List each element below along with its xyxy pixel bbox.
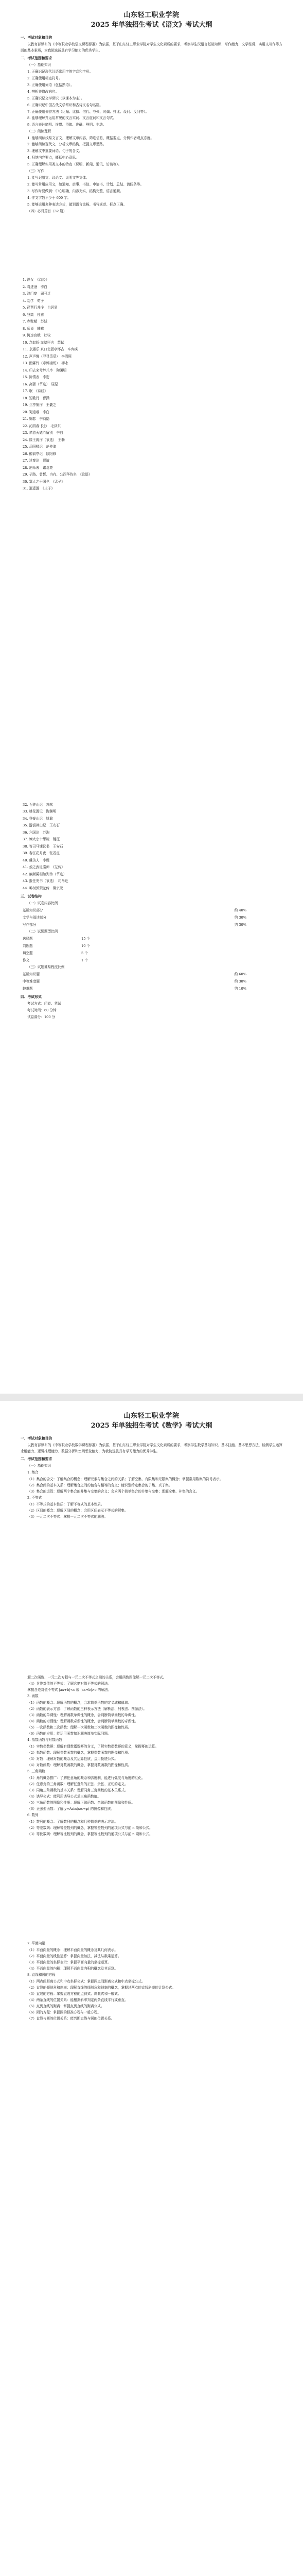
table-cell: 较难题 bbox=[23, 987, 33, 991]
list-item: 试卷满分：100 分 bbox=[27, 1015, 56, 1019]
list-item: 8. 能够理解并运用常见的文言实词、文言虚词和文言句式。 bbox=[27, 116, 117, 120]
table-cell: 约 60% bbox=[234, 972, 246, 976]
table-row bbox=[21, 985, 282, 992]
paragraph: 掌握含绝对值不等式 |ax+b|<c 或 |ax+b|>c 的解法。 bbox=[27, 1688, 111, 1692]
list-item: 5. 正确识记文学常识（以课本为主）。 bbox=[27, 96, 84, 100]
table-cell: 10 个 bbox=[81, 944, 91, 948]
table-row bbox=[21, 942, 282, 950]
table-row bbox=[21, 971, 282, 978]
list-item: （4）对数函数：理解对数函数的概念，掌握对数函数的图像和性质。 bbox=[27, 1763, 132, 1767]
list-item: 27. 过秦论 贾谊 bbox=[23, 459, 50, 463]
list-item: 10. 念奴娇·赤壁怀古 苏轼 bbox=[23, 340, 64, 345]
table-cell: 约 30% bbox=[234, 916, 246, 920]
list-item: 4. 劝学 荀子 bbox=[23, 298, 44, 303]
list-item: 12. 声声慢（寻寻觅觅） 李清照 bbox=[23, 354, 72, 359]
subsection-heading: （三）写作 bbox=[27, 169, 44, 173]
list-item: 14. 归去来兮辞并序 陶渊明 bbox=[23, 368, 67, 372]
table-cell: 5 个 bbox=[81, 951, 88, 955]
list-item: 3. 写作时要做到：中心明确，内容充实，结构完整，语言通顺。 bbox=[27, 189, 123, 193]
table-cell: 写作部分 bbox=[23, 923, 37, 927]
list-item: 42. 廉颇蔺相如列传（节选） bbox=[23, 872, 67, 876]
list-item: （3）函数的单调性：理解函数单调性的概念，会判断简单函数的单调性。 bbox=[27, 1713, 138, 1717]
list-item: 3. 正确使用词语（包括熟语）。 bbox=[27, 83, 74, 87]
list-item: （2）等差数列：理解等差数列的概念，掌握等差数列的通项公式与前 n 项和公式。 bbox=[27, 1826, 153, 1830]
list-item: 43. 报任安书（节选） 司马迁 bbox=[23, 879, 68, 883]
list-item: 38. 答司马谏议书 王安石 bbox=[23, 844, 63, 849]
list-item: 30. 寡人之于国也 《孟子》 bbox=[23, 479, 65, 484]
table-row bbox=[21, 950, 282, 957]
list-item: 11. 永遇乐·京口北固亭怀古 辛弃疾 bbox=[23, 347, 78, 351]
list-item: （1）两点间距离公式和中点坐标公式：掌握两点间距离公式和中点坐标公式。 bbox=[27, 1979, 145, 1984]
list-item: 4. 作文字数不少于 600 字。 bbox=[27, 196, 71, 200]
list-item: 36. 六国论 苏洵 bbox=[23, 830, 50, 835]
paragraph: 解二次函数、一元二次方程与一元二次不等式之间的关系，会用函数图像解一元二次不等式。 bbox=[27, 1675, 167, 1680]
list-item: 1. 正确识记现代汉语常用字的字音和字形。 bbox=[27, 70, 93, 74]
table-cell: 约 30% bbox=[234, 979, 246, 984]
list-item: 3. 理解文中重要词语、句子的含义。 bbox=[27, 149, 83, 153]
table-cell: 作文 bbox=[23, 958, 30, 962]
list-item: 41. 烛之武退秦师 《左传》 bbox=[23, 865, 65, 869]
list-item: 13. 雨霖铃（寒蝉凄切） 柳永 bbox=[23, 361, 68, 365]
page-title: 山东轻工职业学院 bbox=[123, 1412, 180, 1420]
list-item: 2. 正确使用标点符号。 bbox=[27, 76, 62, 80]
table-cell: 约 40% bbox=[234, 908, 246, 912]
list-item: （5）点到直线的距离：掌握点到直线的距离公式。 bbox=[27, 2004, 104, 2008]
list-item: 3. 鸿门宴 司马迁 bbox=[23, 292, 51, 296]
list-item: （6）函数的应用：能运用函数知识解决简单实际问题。 bbox=[27, 1732, 111, 1736]
list-item: 31. 逍遥游 《庄子》 bbox=[23, 486, 55, 490]
list-item: 4. 归纳内容要点，概括中心意思。 bbox=[27, 156, 79, 160]
page-title: 山东轻工职业学院 bbox=[123, 11, 180, 19]
list-item: 32. 石钟山记 苏轼 bbox=[23, 802, 53, 807]
list-item: 5. 正确理解实用类文本的特点（说明、新闻、通讯、访谈等）。 bbox=[27, 162, 122, 166]
subsection-heading: （一）基础知识 bbox=[27, 63, 51, 67]
table-row bbox=[21, 907, 282, 914]
table-cell: 15 个 bbox=[81, 937, 91, 941]
topic-heading: 3. 函数 bbox=[27, 1694, 39, 1698]
list-item: 40. 虞美人 李煜 bbox=[23, 858, 50, 862]
list-item: 6. 登高 杜甫 bbox=[23, 312, 44, 317]
table-cell: 基础知识部分 bbox=[23, 908, 43, 912]
list-item: 2. 能够阅读现代文，分析文章结构，把握文章思路。 bbox=[27, 142, 106, 146]
list-item: （3）集合的运算：理解两个集合的并集与交集的含义；会求两个简单集合的并集与交集；理解全集、补集的含义。 bbox=[27, 1489, 200, 1494]
list-item: （5）三角函数的图像和性质：理解正弦函数、余弦函数的图像和性质。 bbox=[27, 1801, 135, 1805]
list-item: （4）诱导公式：能利用诱导公式求三角函数值。 bbox=[27, 1794, 101, 1799]
list-item: （3）直线的方程：掌握直线方程的点斜式、斜截式和一般式。 bbox=[27, 1992, 121, 1996]
list-item: （4）函数的奇偶性：理解函数奇偶性的概念，会判断简单函数的奇偶性。 bbox=[27, 1719, 138, 1723]
list-item: （5）一次函数和二次函数：理解一次函数和二次函数的图像和性质。 bbox=[27, 1725, 132, 1730]
topic-heading: 2. 不等式 bbox=[27, 1496, 42, 1500]
table-row bbox=[21, 921, 282, 928]
topic-heading: 7. 平面向量 bbox=[27, 1941, 45, 1945]
topic-heading: 1. 集合 bbox=[27, 1470, 39, 1475]
table-cell: 约 30% bbox=[234, 923, 246, 927]
list-item: （3）对数：理解对数的概念及其运算性质，会用换底公式。 bbox=[27, 1757, 118, 1761]
list-item: 25. 岳阳楼记 范仲淹 bbox=[23, 445, 57, 449]
list-item: 19. 兰亭集序 王羲之 bbox=[23, 403, 57, 407]
list-item: 考试方式：闭卷、笔试 bbox=[27, 1002, 61, 1006]
list-item: （4）含绝对值的不等式：了解含绝对值不等式的解法。 bbox=[27, 1682, 111, 1686]
list-item: 8. 师说 韩愈 bbox=[23, 326, 44, 331]
list-item: 7. 赤壁赋 苏轼 bbox=[23, 319, 47, 324]
section-heading: 三、试卷结构 bbox=[21, 894, 42, 899]
subsection-heading: （四）必背篇目（32 篇） bbox=[27, 209, 67, 213]
list-item: 23. 梦游天姥吟留别 李白 bbox=[23, 431, 63, 435]
table-cell: 判断题 bbox=[23, 944, 33, 948]
list-item: 24. 滕王阁序（节选） 王勃 bbox=[23, 437, 65, 442]
table-cell: 约 10% bbox=[234, 987, 246, 991]
paragraph: 以教育部颁布的《中等职业学校语文课程标准》为依据，基于山东轻工职业学院对学生文化素质的要求，考察学生汉语言基础知识、写作能力、文学鉴赏、实用文写作等方面的基本素质，为我院选拔具有学习能力的优秀学生。 bbox=[21, 42, 282, 53]
list-item: 1. 能够阅读浅易文言文，理解文章内容，筛选信息，概括要点，分析作者观点态度。 bbox=[27, 136, 154, 140]
list-item: 39. 春江花月夜 张若虚 bbox=[23, 851, 60, 855]
page-subtitle: 2025 年单独招生考试《数学》考试大纲 bbox=[91, 1422, 212, 1430]
list-item: 2. 能写常用应用文，如通知、启事、书信、申请书、计划、总结、请假条等。 bbox=[27, 182, 144, 187]
list-item: （2）平面向量的线性运算：掌握向量加法、减法与数乘运算。 bbox=[27, 1954, 121, 1958]
table-cell: 选择题 bbox=[23, 937, 33, 941]
list-item: 1. 能写记叙文、议论文、说明文等文体。 bbox=[27, 176, 90, 180]
page-divider bbox=[0, 1394, 303, 1401]
list-item: （1）实数指数幂：理解有理数指数幂的含义，了解实数指数幂的意义，掌握幂的运算。 bbox=[27, 1744, 158, 1749]
list-item: （2）直线的倾斜角和斜率：理解直线的倾斜角和斜率的概念，掌握过两点的直线斜率的计算公式。 bbox=[27, 1986, 175, 1990]
section-heading: 二、考试范围和要求 bbox=[21, 1457, 52, 1461]
list-item: 5. 能够运用多种表达方式，做到语言流畅、书写规范、标点正确。 bbox=[27, 202, 127, 207]
page-subtitle: 2025 年单独招生考试《语文》考试大纲 bbox=[91, 21, 212, 29]
list-item: 9. 语言表达简明、连贯、得体、准确、鲜明、生动。 bbox=[27, 123, 106, 127]
list-item: 28. 出师表 诸葛亮 bbox=[23, 465, 53, 470]
list-item: 6. 正确识记中国古代文学常识和古诗文名句名篇。 bbox=[27, 103, 103, 107]
list-item: （2）函数的表示方法：了解函数的三种表示方法（解析法、列表法、图像法）。 bbox=[27, 1707, 147, 1711]
list-item: （1）平面向量的概念：理解平面向量的概念及其几何表示。 bbox=[27, 1948, 118, 1952]
list-item: （1）数列的概念：了解数列的概念和几种简单的表示方法。 bbox=[27, 1820, 118, 1824]
list-item: 4. 辨析并修改病句。 bbox=[27, 90, 59, 94]
section-heading: 一、考试对象和目的 bbox=[21, 1436, 52, 1440]
list-item: 15. 陈情表 李密 bbox=[23, 375, 50, 379]
section-heading: 二、考试范围和要求 bbox=[21, 56, 52, 60]
topic-heading: 6. 数列 bbox=[27, 1813, 39, 1817]
list-item: 29. 子路、曾皙、冉有、公西华侍坐 《论语》 bbox=[23, 472, 92, 477]
list-item: （1）角的概念推广：了解任意角的概念和弧度制，能进行弧度与角度的互化。 bbox=[27, 1776, 145, 1780]
subsection-heading: （一）试卷内容比例 bbox=[27, 901, 58, 905]
list-item: 21. 锦瑟 李商隐 bbox=[23, 417, 50, 421]
list-item: （1）集合的含义：了解集合的概念；理解元素与集合之间的关系；了解空集、有限集和无限集的概念；掌握常用数集的符号表示。 bbox=[27, 1477, 223, 1481]
topic-heading: 5. 三角函数 bbox=[27, 1769, 45, 1773]
table-cell: 填空题 bbox=[23, 951, 33, 955]
list-item: （3）等比数列：理解等比数列的概念，掌握等比数列的通项公式与前 n 项和公式。 bbox=[27, 1832, 153, 1836]
list-item: （3）一元二次不等式：掌握一元二次不等式的解法。 bbox=[27, 1515, 108, 1519]
list-item: （3）同角三角函数的基本关系：理解同角三角函数的基本关系式。 bbox=[27, 1788, 128, 1792]
list-item: 5. 琵琶行并序 白居易 bbox=[23, 306, 58, 310]
paragraph: 以教育部颁布的《中等职业学校数学课程标准》为依据，基于山东轻工职业学院对学生文化素质的要求，考察学生数学基础知识、基本技能、基本思想方法，检测学生运算求解能力、逻辑推理能力、数据分析和空间想象能力，为我院选拔具有学习能力的优秀学生。 bbox=[21, 1443, 282, 1453]
list-item: 2. 将进酒 李白 bbox=[23, 284, 47, 289]
page-2 bbox=[0, 1401, 303, 2034]
list-item: 26. 醉翁亭记 欧阳修 bbox=[23, 451, 57, 456]
list-item: 35. 游褒禅山记 王安石 bbox=[23, 823, 60, 827]
list-item: （4）两条直线的位置关系：能根据斜率判定两条直线平行或垂直。 bbox=[27, 1998, 128, 2002]
table-row bbox=[21, 935, 282, 942]
list-item: （2）指数函数：理解指数函数的概念，掌握指数函数的图像和性质。 bbox=[27, 1751, 132, 1755]
list-item: 16. 离骚（节选） 屈原 bbox=[23, 382, 58, 386]
table-row bbox=[21, 978, 282, 985]
list-item: 33. 桃花源记 陶渊明 bbox=[23, 809, 57, 814]
list-item: （6）圆的方程：掌握圆的标准方程与一般方程。 bbox=[27, 2010, 101, 2014]
section-heading: 一、考试对象和目的 bbox=[21, 36, 52, 40]
topic-heading: 4. 指数函数与对数函数 bbox=[27, 1738, 62, 1742]
table-cell: 1 个 bbox=[81, 958, 88, 962]
list-item: 44. 种树郭橐驼传 柳宗元 bbox=[23, 886, 63, 890]
subsection-heading: （二）试题题型比例 bbox=[27, 929, 58, 934]
list-item: 20. 蜀道难 李白 bbox=[23, 410, 50, 414]
list-item: 1. 静女 《诗经》 bbox=[23, 278, 49, 282]
list-item: （3）平面向量的坐标表示：掌握平面向量的坐标运算。 bbox=[27, 1960, 111, 1964]
section-heading: 四、考试形式 bbox=[21, 995, 42, 999]
subsection-heading: （一）基础知识 bbox=[27, 1464, 51, 1468]
list-item: 17. 氓 《诗经》 bbox=[23, 389, 48, 393]
list-item: （6）正弦型函数：了解 y=Asin(ωx+φ) 的图像和性质。 bbox=[27, 1807, 114, 1811]
table-row bbox=[21, 957, 282, 964]
list-item: 34. 登泰山记 姚鼐 bbox=[23, 816, 53, 821]
subsection-heading: （二）阅读理解 bbox=[27, 129, 51, 133]
list-item: 18. 短歌行 曹操 bbox=[23, 396, 50, 400]
list-item: 考试时间：60 分钟 bbox=[27, 1008, 57, 1012]
list-item: （1）不等式的基本性质：了解不等式的基本性质。 bbox=[27, 1502, 104, 1506]
list-item: 22. 沁园春·长沙 毛泽东 bbox=[23, 423, 61, 428]
table-cell: 基础知识题 bbox=[23, 972, 40, 976]
table-cell: 文学与阅读部分 bbox=[23, 916, 47, 920]
topic-heading: 8. 直线和圆的方程 bbox=[27, 1973, 56, 1977]
list-item: （2）任意角的三角函数：理解任意角的正弦、余弦、正切的定义。 bbox=[27, 1782, 128, 1786]
subsection-heading: （三）试题难易程度比例 bbox=[27, 965, 65, 969]
list-item: 7. 正确使用修辞方法（比喻、比拟、借代、夸张、对偶、排比、设问、反问等）。 bbox=[27, 110, 149, 114]
list-item: 37. 谏太宗十思疏 魏征 bbox=[23, 837, 60, 841]
list-item: （7）直线与圆的位置关系：能判断直线与圆的位置关系。 bbox=[27, 2016, 115, 2021]
list-item: （2）集合间的基本关系：理解集合之间的包含与相等的含义；能识别给定集合的子集、真子集。 bbox=[27, 1483, 172, 1487]
table-row bbox=[21, 914, 282, 921]
list-item: 9. 阿房宫赋 杜牧 bbox=[23, 333, 51, 337]
list-item: （1）函数的概念：理解函数的概念，会求简单函数的定义域和值域。 bbox=[27, 1701, 132, 1705]
table-cell: 中等难度题 bbox=[23, 979, 40, 984]
list-item: （2）区间的概念：理解区间的概念；会用区间表示不等式的解集。 bbox=[27, 1509, 128, 1513]
list-item: （4）平面向量的内积：理解平面向量内积的概念及其运算。 bbox=[27, 1967, 118, 1971]
